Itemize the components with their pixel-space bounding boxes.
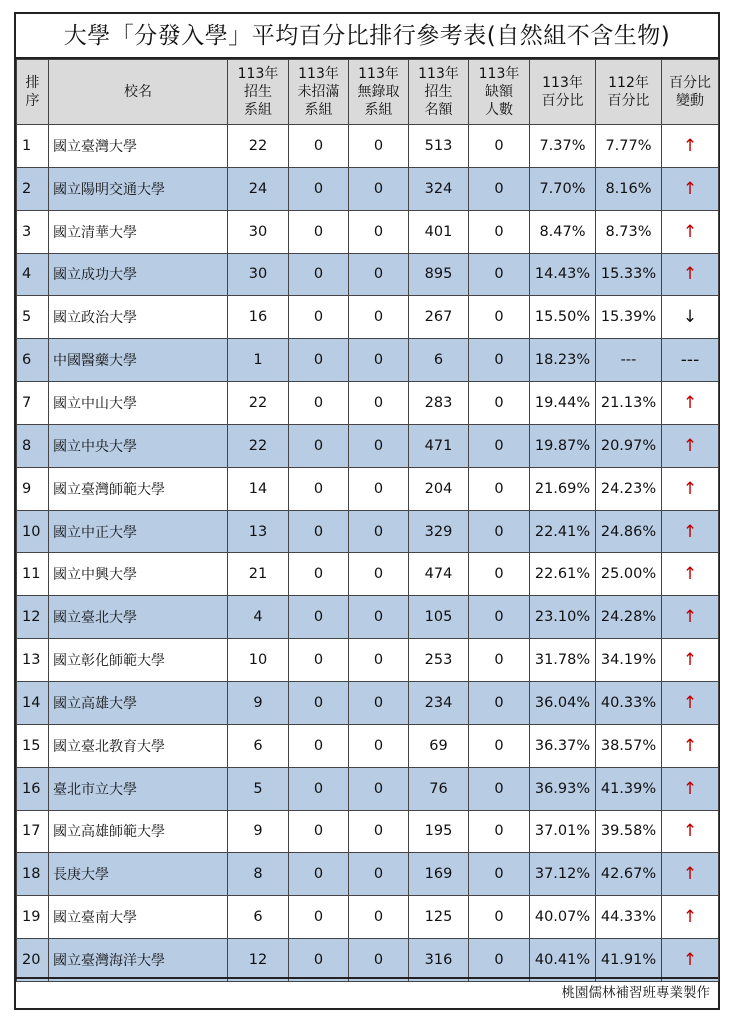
vacancy-cell: 0	[469, 125, 530, 168]
quota-cell: 471	[409, 424, 469, 467]
pct-change-cell: ↑	[662, 210, 719, 253]
table-row	[17, 853, 719, 896]
pct-change-cell: ↑	[662, 596, 719, 639]
vacancy-cell: 0	[469, 510, 530, 553]
rank-cell: 11	[17, 553, 49, 596]
header-no-admit-113: 113年 無錄取 系組	[349, 60, 409, 125]
unfilled-cell: 0	[289, 596, 349, 639]
quota-cell: 69	[409, 724, 469, 767]
depts-cell: 6	[228, 724, 289, 767]
rank-cell: 12	[17, 596, 49, 639]
vacancy-cell: 0	[469, 382, 530, 425]
school-name-cell: 中國醫藥大學	[49, 339, 228, 382]
pct-change-cell: ↑	[662, 939, 719, 982]
pct-113-cell: 36.93%	[530, 767, 596, 810]
table-row	[17, 253, 719, 296]
pct-113-cell: 40.07%	[530, 896, 596, 939]
header-school-name: 校名	[49, 60, 228, 125]
table-row	[17, 810, 719, 853]
school-name-cell: 國立成功大學	[49, 253, 228, 296]
pct-112-cell: 8.16%	[596, 167, 662, 210]
quota-cell: 895	[409, 253, 469, 296]
rank-cell: 7	[17, 382, 49, 425]
table-row	[17, 724, 719, 767]
pct-112-cell: 20.97%	[596, 424, 662, 467]
vacancy-cell: 0	[469, 853, 530, 896]
vacancy-cell: 0	[469, 939, 530, 982]
pct-113-cell: 14.43%	[530, 253, 596, 296]
quota-cell: 316	[409, 939, 469, 982]
table-row	[17, 510, 719, 553]
unfilled-cell: 0	[289, 810, 349, 853]
pct-change-cell: ↑	[662, 467, 719, 510]
vacancy-cell: 0	[469, 167, 530, 210]
pct-113-cell: 40.41%	[530, 939, 596, 982]
pct-113-cell: 15.50%	[530, 296, 596, 339]
header-pct-change: 百分比 變動	[662, 60, 719, 125]
pct-112-cell: 7.77%	[596, 125, 662, 168]
school-name-cell: 國立臺南大學	[49, 896, 228, 939]
no-admit-cell: 0	[349, 767, 409, 810]
school-name-cell: 長庚大學	[49, 853, 228, 896]
school-name-cell: 國立政治大學	[49, 296, 228, 339]
vacancy-cell: 0	[469, 296, 530, 339]
school-name-cell: 國立彰化師範大學	[49, 639, 228, 682]
no-admit-cell: 0	[349, 853, 409, 896]
quota-cell: 324	[409, 167, 469, 210]
no-admit-cell: 0	[349, 424, 409, 467]
unfilled-cell: 0	[289, 296, 349, 339]
pct-112-cell: 39.58%	[596, 810, 662, 853]
quota-cell: 105	[409, 596, 469, 639]
quota-cell: 125	[409, 896, 469, 939]
vacancy-cell: 0	[469, 681, 530, 724]
pct-112-cell: ---	[596, 339, 662, 382]
vacancy-cell: 0	[469, 467, 530, 510]
table-row	[17, 681, 719, 724]
school-name-cell: 國立中山大學	[49, 382, 228, 425]
unfilled-cell: 0	[289, 767, 349, 810]
rank-cell: 3	[17, 210, 49, 253]
pct-112-cell: 41.91%	[596, 939, 662, 982]
rank-cell: 20	[17, 939, 49, 982]
quota-cell: 6	[409, 339, 469, 382]
footer-credit: 桃園儒林補習班專業製作	[16, 977, 718, 1008]
unfilled-cell: 0	[289, 382, 349, 425]
vacancy-cell: 0	[469, 639, 530, 682]
pct-change-cell: ↑	[662, 724, 719, 767]
table-row	[17, 382, 719, 425]
pct-112-cell: 40.33%	[596, 681, 662, 724]
pct-change-cell: ↑	[662, 510, 719, 553]
table-row	[17, 339, 719, 382]
quota-cell: 283	[409, 382, 469, 425]
table-row	[17, 553, 719, 596]
pct-113-cell: 19.44%	[530, 382, 596, 425]
pct-change-cell: ↑	[662, 896, 719, 939]
school-name-cell: 國立陽明交通大學	[49, 167, 228, 210]
school-name-cell: 國立中央大學	[49, 424, 228, 467]
pct-change-cell: ↑	[662, 125, 719, 168]
school-name-cell: 國立臺北大學	[49, 596, 228, 639]
unfilled-cell: 0	[289, 510, 349, 553]
rank-cell: 16	[17, 767, 49, 810]
rank-cell: 18	[17, 853, 49, 896]
unfilled-cell: 0	[289, 125, 349, 168]
quota-cell: 169	[409, 853, 469, 896]
quota-cell: 204	[409, 467, 469, 510]
vacancy-cell: 0	[469, 424, 530, 467]
pct-113-cell: 21.69%	[530, 467, 596, 510]
rank-cell: 10	[17, 510, 49, 553]
depts-cell: 9	[228, 810, 289, 853]
depts-cell: 30	[228, 210, 289, 253]
pct-112-cell: 41.39%	[596, 767, 662, 810]
no-admit-cell: 0	[349, 510, 409, 553]
table-header	[17, 60, 719, 125]
table-row	[17, 210, 719, 253]
unfilled-cell: 0	[289, 939, 349, 982]
rank-cell: 13	[17, 639, 49, 682]
vacancy-cell: 0	[469, 339, 530, 382]
unfilled-cell: 0	[289, 167, 349, 210]
pct-112-cell: 24.28%	[596, 596, 662, 639]
no-admit-cell: 0	[349, 253, 409, 296]
pct-change-cell: ↑	[662, 681, 719, 724]
school-name-cell: 國立臺北教育大學	[49, 724, 228, 767]
pct-112-cell: 24.86%	[596, 510, 662, 553]
unfilled-cell: 0	[289, 553, 349, 596]
vacancy-cell: 0	[469, 767, 530, 810]
header-vacancy-113: 113年 缺額 人數	[469, 60, 530, 125]
pct-113-cell: 37.01%	[530, 810, 596, 853]
no-admit-cell: 0	[349, 896, 409, 939]
vacancy-cell: 0	[469, 724, 530, 767]
pct-112-cell: 42.67%	[596, 853, 662, 896]
pct-change-cell: ↑	[662, 853, 719, 896]
no-admit-cell: 0	[349, 467, 409, 510]
no-admit-cell: 0	[349, 125, 409, 168]
no-admit-cell: 0	[349, 296, 409, 339]
pct-112-cell: 25.00%	[596, 553, 662, 596]
depts-cell: 12	[228, 939, 289, 982]
pct-113-cell: 8.47%	[530, 210, 596, 253]
rank-cell: 1	[17, 125, 49, 168]
pct-change-cell: ↑	[662, 253, 719, 296]
depts-cell: 6	[228, 896, 289, 939]
rank-cell: 2	[17, 167, 49, 210]
vacancy-cell: 0	[469, 553, 530, 596]
table-row	[17, 424, 719, 467]
rank-cell: 8	[17, 424, 49, 467]
pct-change-cell: ---	[662, 339, 719, 382]
no-admit-cell: 0	[349, 596, 409, 639]
no-admit-cell: 0	[349, 382, 409, 425]
school-name-cell: 國立清華大學	[49, 210, 228, 253]
header-pct-113: 113年 百分比	[530, 60, 596, 125]
pct-113-cell: 22.61%	[530, 553, 596, 596]
pct-113-cell: 37.12%	[530, 853, 596, 896]
school-name-cell: 國立臺灣海洋大學	[49, 939, 228, 982]
pct-113-cell: 23.10%	[530, 596, 596, 639]
pct-113-cell: 7.37%	[530, 125, 596, 168]
pct-112-cell: 38.57%	[596, 724, 662, 767]
table-row	[17, 167, 719, 210]
unfilled-cell: 0	[289, 424, 349, 467]
header-rank: 排 序	[17, 60, 49, 125]
pct-113-cell: 36.37%	[530, 724, 596, 767]
vacancy-cell: 0	[469, 810, 530, 853]
depts-cell: 5	[228, 767, 289, 810]
pct-change-cell: ↓	[662, 296, 719, 339]
school-name-cell: 臺北市立大學	[49, 767, 228, 810]
pct-112-cell: 24.23%	[596, 467, 662, 510]
school-name-cell: 國立高雄師範大學	[49, 810, 228, 853]
unfilled-cell: 0	[289, 253, 349, 296]
vacancy-cell: 0	[469, 596, 530, 639]
quota-cell: 234	[409, 681, 469, 724]
depts-cell: 8	[228, 853, 289, 896]
pct-113-cell: 36.04%	[530, 681, 596, 724]
header-unfilled-113: 113年 未招滿 系組	[289, 60, 349, 125]
school-name-cell: 國立臺灣師範大學	[49, 467, 228, 510]
pct-112-cell: 34.19%	[596, 639, 662, 682]
pct-113-cell: 31.78%	[530, 639, 596, 682]
table-body	[17, 125, 719, 982]
table-row	[17, 125, 719, 168]
unfilled-cell: 0	[289, 681, 349, 724]
depts-cell: 9	[228, 681, 289, 724]
pct-112-cell: 8.73%	[596, 210, 662, 253]
no-admit-cell: 0	[349, 210, 409, 253]
depts-cell: 4	[228, 596, 289, 639]
no-admit-cell: 0	[349, 167, 409, 210]
no-admit-cell: 0	[349, 810, 409, 853]
depts-cell: 22	[228, 382, 289, 425]
no-admit-cell: 0	[349, 681, 409, 724]
pct-112-cell: 15.33%	[596, 253, 662, 296]
ranking-sheet	[14, 12, 720, 1010]
no-admit-cell: 0	[349, 939, 409, 982]
quota-cell: 474	[409, 553, 469, 596]
depts-cell: 22	[228, 424, 289, 467]
pct-113-cell: 19.87%	[530, 424, 596, 467]
no-admit-cell: 0	[349, 339, 409, 382]
table-row	[17, 896, 719, 939]
rank-cell: 5	[17, 296, 49, 339]
quota-cell: 401	[409, 210, 469, 253]
no-admit-cell: 0	[349, 724, 409, 767]
quota-cell: 195	[409, 810, 469, 853]
pct-change-cell: ↑	[662, 424, 719, 467]
unfilled-cell: 0	[289, 896, 349, 939]
header-pct-112: 112年 百分比	[596, 60, 662, 125]
rank-cell: 17	[17, 810, 49, 853]
unfilled-cell: 0	[289, 339, 349, 382]
table-row	[17, 467, 719, 510]
depts-cell: 24	[228, 167, 289, 210]
pct-113-cell: 18.23%	[530, 339, 596, 382]
no-admit-cell: 0	[349, 553, 409, 596]
rank-cell: 9	[17, 467, 49, 510]
rank-cell: 4	[17, 253, 49, 296]
vacancy-cell: 0	[469, 210, 530, 253]
table-row	[17, 639, 719, 682]
depts-cell: 1	[228, 339, 289, 382]
pct-113-cell: 22.41%	[530, 510, 596, 553]
unfilled-cell: 0	[289, 210, 349, 253]
depts-cell: 21	[228, 553, 289, 596]
depts-cell: 16	[228, 296, 289, 339]
quota-cell: 513	[409, 125, 469, 168]
quota-cell: 76	[409, 767, 469, 810]
school-name-cell: 國立臺灣大學	[49, 125, 228, 168]
quota-cell: 329	[409, 510, 469, 553]
pct-change-cell: ↑	[662, 767, 719, 810]
depts-cell: 30	[228, 253, 289, 296]
table-row	[17, 939, 719, 982]
header-depts-113: 113年 招生 系組	[228, 60, 289, 125]
vacancy-cell: 0	[469, 896, 530, 939]
school-name-cell: 國立高雄大學	[49, 681, 228, 724]
pct-112-cell: 15.39%	[596, 296, 662, 339]
unfilled-cell: 0	[289, 853, 349, 896]
header-quota-113: 113年 招生 名額	[409, 60, 469, 125]
quota-cell: 253	[409, 639, 469, 682]
unfilled-cell: 0	[289, 639, 349, 682]
school-name-cell: 國立中興大學	[49, 553, 228, 596]
rank-cell: 14	[17, 681, 49, 724]
rank-cell: 6	[17, 339, 49, 382]
pct-113-cell: 7.70%	[530, 167, 596, 210]
depts-cell: 14	[228, 467, 289, 510]
depts-cell: 22	[228, 125, 289, 168]
pct-change-cell: ↑	[662, 382, 719, 425]
depts-cell: 10	[228, 639, 289, 682]
pct-112-cell: 44.33%	[596, 896, 662, 939]
page-title: 大學「分發入學」平均百分比排行參考表(自然組不含生物)	[16, 14, 718, 59]
pct-change-cell: ↑	[662, 553, 719, 596]
no-admit-cell: 0	[349, 639, 409, 682]
pct-change-cell: ↑	[662, 167, 719, 210]
vacancy-cell: 0	[469, 253, 530, 296]
rank-cell: 19	[17, 896, 49, 939]
table-row	[17, 596, 719, 639]
school-name-cell: 國立中正大學	[49, 510, 228, 553]
pct-112-cell: 21.13%	[596, 382, 662, 425]
ranking-table	[16, 59, 719, 982]
table-row	[17, 296, 719, 339]
table-row	[17, 767, 719, 810]
quota-cell: 267	[409, 296, 469, 339]
pct-change-cell: ↑	[662, 810, 719, 853]
depts-cell: 13	[228, 510, 289, 553]
rank-cell: 15	[17, 724, 49, 767]
unfilled-cell: 0	[289, 724, 349, 767]
unfilled-cell: 0	[289, 467, 349, 510]
pct-change-cell: ↑	[662, 639, 719, 682]
